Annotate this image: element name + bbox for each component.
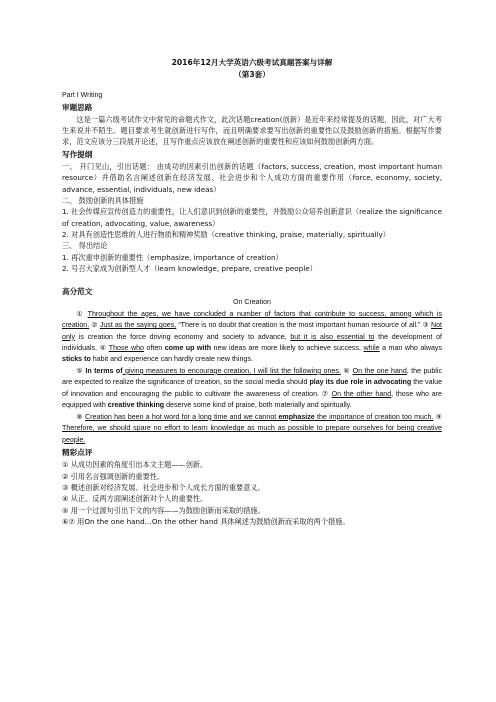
outline-heading: 写作提纲 [62, 149, 93, 159]
outline-item: 2. 对具有创造性思维的人进行物质和精神奖励（creative thinking, praise, materially, spiritually） [62, 230, 390, 239]
essay-title: On Creation [233, 299, 271, 307]
comment-item: ③ 概述创新对经济发展、社会进步和个人成长方面的重要意义。 [62, 483, 265, 493]
comment-heading: 精彩点评 [62, 448, 93, 458]
outline-item: 1. 再次重申创新的重要性（emphasize, importance of creation） [62, 252, 283, 262]
document-subtitle: （第3套） [234, 69, 270, 79]
outline-item: 1. 社会传媒应宣传创造力的重要性，让人们意识到创新的重要性，并鼓励公众培养创新意识（realize the significance of creation, advocating, value, awareness） [62, 207, 442, 228]
analysis-text: 这是一篇六级考试作文中常见的命题式作文，此次话题creation(创新）是近年来经常提及的话题，因此，对广大考生来说并不陌生。题目要求考生就创新进行写作，而且明确要求要写出创新的重要性以及鼓励创新的措施。根据写作要求，范文应该分三段展开论述，且写作重点应该放在阐述创新的重要性和应该如何鼓励创新两方面。 [62, 114, 442, 147]
essay-paragraph-2: ⑤ In terms of giving measures to encourage creation, I will list the following ones. ⑥ On the one hand, the public are expected to realize the significance of creation, so the social media should play its due role in advocating the value of innovation and encouraging the public to cultivate the awareness of creation. ⑦ On the other hand, those who are equipped with creative thinking deserve some kind of praise, both materially and spiritually. [62, 366, 443, 410]
comment-item: ④ 从正、反两方面阐述创新对个人的重要性。 [62, 494, 208, 504]
essay-paragraph-3: ⑧ Creation has been a hot word for a long time and we cannot emphasize the importance of creation too much. ⑨ Therefore, we should spare no effort to learn knowledge as much as possible to prepare ourselves for being creative people. [62, 412, 442, 444]
outline-item: 一、 开门见山，引出话题： 由成功的因素引出创新的话题（factors, success, creation, most important human resource）并借助名言阐述创新在经济发展、社会进步和个人成功方面的重要作用（force, economy, society, advance, essential, individuals, new ideas） [62, 161, 442, 194]
outline-item: 三、 得出结论 [62, 241, 108, 251]
sample-heading: 高分范文 [62, 286, 93, 296]
document-title: 2016年12月大学英语六级考试真题答案与详解 [171, 58, 333, 67]
outline-item: 二、 鼓励创新的具体措施 [62, 195, 144, 205]
analysis-heading: 审题思路 [62, 102, 93, 112]
comment-item: ⑥⑦ 用On the one hand…On the other hand 具体阐述为鼓励创新而采取的两个措施。 [62, 517, 350, 527]
outline-item: 2. 号召大家成为创新型人才（learn knowledge, prepare, creative people） [62, 264, 317, 274]
comment-item: ① 从成功因素的角度引出本文主题——创新。 [62, 460, 208, 470]
part-label: Part I Writing [62, 91, 103, 99]
essay-paragraph-1: ① Throughout the ages, we have concluded a number of factors that contribute to success, among which is creation. ② Just as the saying goes, “There is no doubt that creation is the most important human resource of all.” ③ Not only is creation the force driving economy and society to advance, but it is also essential to the development of individuals. ④ Those who often come up with new ideas are more likely to achieve success, while a man who always sticks to habit and experience can hardly create new things. [62, 309, 443, 364]
comment-item: ② 引用名言强调创新的重要性。 [62, 471, 165, 481]
comment-item: ⑤ 用一个过渡句引出下文的内容——为鼓励创新而采取的措施。 [62, 505, 265, 515]
